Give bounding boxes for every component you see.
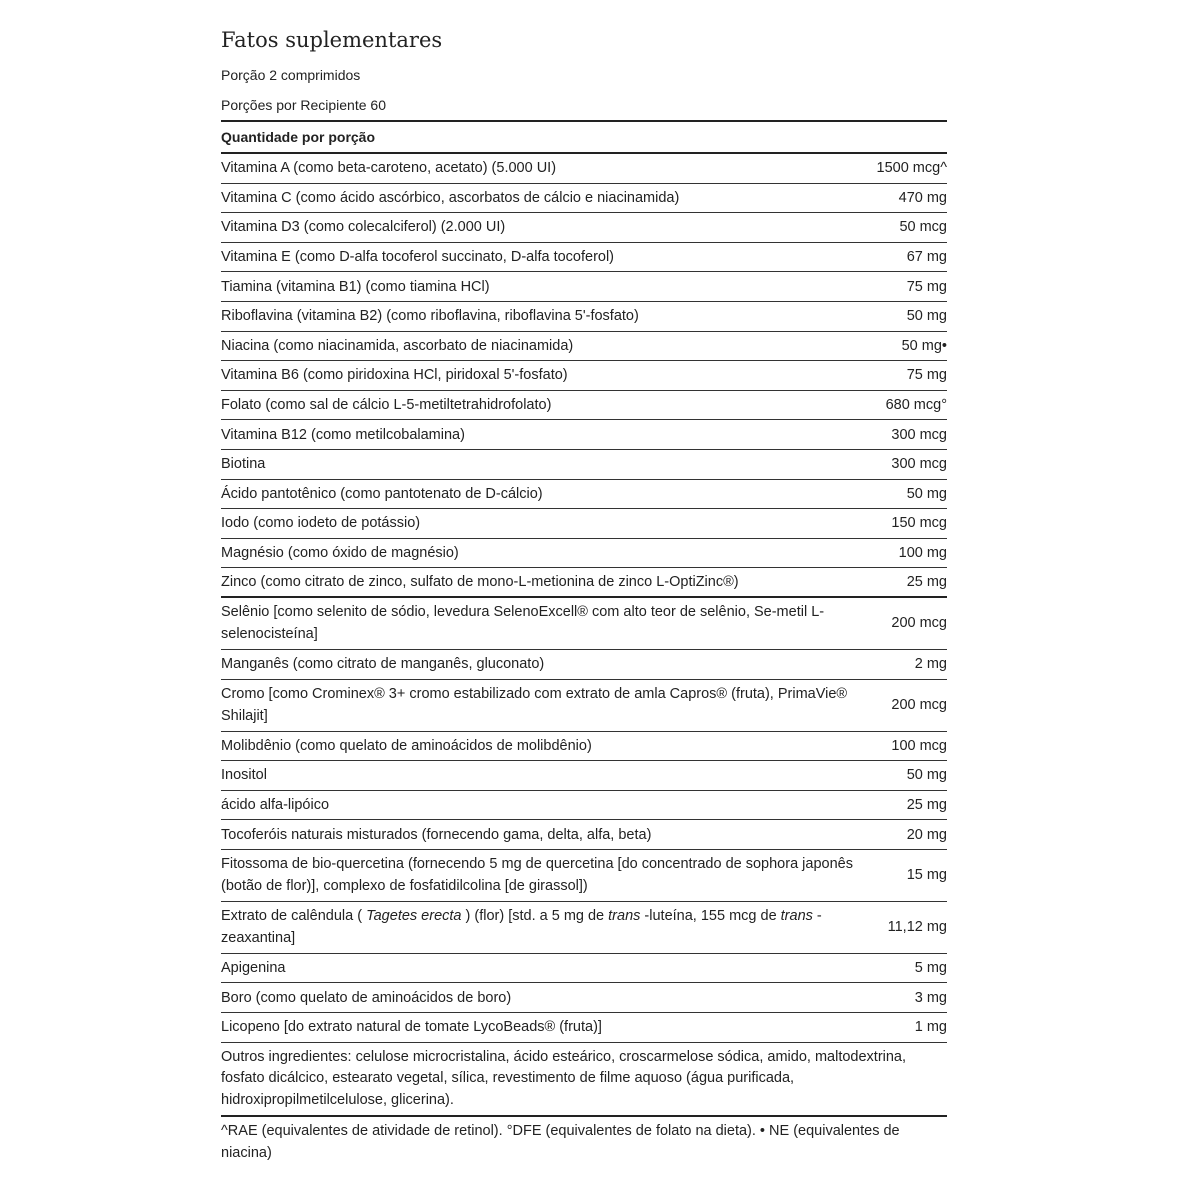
nutrient-amount: 300 mcg: [891, 456, 947, 473]
nutrient-row: [221, 509, 947, 539]
nutrient-row: [221, 902, 947, 954]
nutrient-row: [221, 184, 947, 214]
panel-title: Fatos suplementares: [221, 28, 443, 52]
servings-per-container: Porções por Recipiente 60: [221, 97, 386, 113]
nutrient-row: [221, 391, 947, 421]
nutrient-name: Riboflavina (vitamina B2) (como riboflavina, riboflavina 5'-fosfato): [221, 308, 639, 325]
nutrient-row: [221, 213, 947, 243]
nutrient-amount: 75 mg: [906, 367, 947, 384]
nutrient-name: Vitamina B12 (como metilcobalamina): [221, 426, 465, 443]
nutrient-name: Biotina: [221, 456, 266, 473]
nutrient-name: Vitamina D3 (como colecalciferol) (2.000 UI): [221, 219, 506, 236]
nutrient-name: [221, 905, 888, 949]
nutrient-amount: 5 mg: [914, 960, 947, 977]
serving-size: Porção 2 comprimidos: [221, 67, 361, 83]
nutrient-name: Licopeno [do extrato natural de tomate LycoBeads® (fruta)]: [221, 1019, 602, 1036]
nutrient-amount: 50 mcg: [899, 219, 947, 236]
nutrient-row: [221, 1013, 947, 1043]
nutrient-name-part: trans: [780, 908, 813, 925]
nutrient-amount: 11,12 mg: [887, 919, 947, 936]
nutrient-name: Selênio [como selenito de sódio, levedura SelenoExcell® com alto teor de selênio, Se-metil L-selenocisteína]: [221, 604, 825, 643]
nutrient-row: [221, 761, 947, 791]
nutrient-name-part: - zeaxantina]: [221, 908, 822, 947]
nutrient-row: [221, 243, 947, 273]
nutrient-row: [221, 650, 947, 680]
nutrient-amount: 470 mg: [898, 189, 947, 206]
nutrient-name: Folato (como sal de cálcio L-5-metiltetrahidrofolato): [221, 397, 552, 414]
nutrient-row: [221, 302, 947, 332]
nutrient-name-part: trans: [608, 908, 641, 925]
nutrient-name: Boro (como quelato de aminoácidos de boro): [221, 989, 512, 1006]
nutrient-amount: 100 mg: [898, 545, 947, 562]
nutrient-name: Niacina (como niacinamida, ascorbato de niacinamida): [221, 337, 574, 354]
nutrient-name: Iodo (como iodeto de potássio): [221, 515, 421, 532]
nutrient-name: Vitamina C (como ácido ascórbico, ascorbatos de cálcio e niacinamida): [221, 189, 680, 206]
nutrient-name: Inositol: [221, 767, 267, 784]
nutrient-amount: 50 mg: [906, 767, 947, 784]
nutrient-row: [221, 680, 947, 732]
nutrient-name-part: Tagetes erecta: [366, 908, 462, 925]
nutrient-amount: 100 mcg: [891, 737, 947, 754]
nutrient-amount: 1 mg: [914, 1019, 947, 1036]
nutrient-amount: 150 mcg: [891, 515, 947, 532]
nutrient-amount: 25 mg: [906, 796, 947, 813]
nutrient-amount: 680 mcg°: [885, 397, 947, 414]
nutrient-row: [221, 272, 947, 302]
nutrient-name: Vitamina E (como D-alfa tocoferol succinato, D-alfa tocoferol): [221, 249, 615, 266]
nutrient-row: [221, 820, 947, 850]
nutrient-amount: 67 mg: [906, 249, 947, 266]
nutrient-name: Zinco (como citrato de zinco, sulfato de mono-L-metionina de zinco L-OptiZinc®): [221, 574, 739, 591]
nutrient-row: [221, 539, 947, 569]
nutrient-amount: 50 mg: [906, 485, 947, 502]
nutrient-row: [221, 480, 947, 510]
footnote: ^RAE (equivalentes de atividade de retinol). °DFE (equivalentes de folato na dieta). • NE (equivalentes de niacina): [221, 1123, 900, 1161]
nutrient-amount: 200 mcg: [891, 615, 947, 632]
nutrient-amount: 50 mg•: [901, 337, 947, 354]
nutrient-name-part: ) (flor) [std. a 5 mg de: [461, 908, 609, 925]
nutrient-amount: 200 mcg: [891, 697, 947, 713]
nutrient-name: Apigenina: [221, 960, 286, 977]
nutrient-amount: 20 mg: [906, 826, 947, 843]
nutrient-row: [221, 732, 947, 762]
nutrient-amount: 75 mg: [906, 278, 947, 295]
nutrient-row: [221, 850, 947, 902]
nutrient-name-part: Extrato de calêndula (: [221, 908, 367, 925]
nutrient-name: ácido alfa-lipóico: [221, 796, 330, 813]
nutrient-name: Vitamina B6 (como piridoxina HCl, piridoxal 5'-fosfato): [221, 367, 568, 384]
nutrient-row: [221, 332, 947, 362]
nutrient-amount: 1500 mcg^: [876, 160, 947, 177]
nutrient-amount: 50 mg: [906, 308, 947, 325]
nutrient-amount: 2 mg: [914, 656, 947, 673]
nutrient-row: [221, 420, 947, 450]
nutrient-name: Vitamina A (como beta-caroteno, acetato) (5.000 UI): [221, 160, 557, 177]
nutrient-row: [221, 598, 947, 650]
nutrient-row: [221, 361, 947, 391]
nutrient-name: Manganês (como citrato de manganês, gluconato): [221, 656, 545, 673]
nutrient-row: [221, 154, 947, 184]
nutrient-name: Fitossoma de bio-quercetina (fornecendo 5 mg de quercetina [do concentrado de sophora japonês (botão de flor)], complexo de fosfatidilcolina [de girassol]): [221, 856, 853, 895]
nutrient-row: [221, 450, 947, 480]
other-ingredients: Outros ingredientes: celulose microcristalina, ácido esteárico, croscarmelose sódica, amido, maltodextrina, fosfato dicálcico, estearato vegetal, sílica, revestimento de filme aquoso (água purificada, hidroxipropilmetilcelulose, glicerina).: [221, 1043, 947, 1118]
nutrient-name: Magnésio (como óxido de magnésio): [221, 545, 459, 562]
nutrient-row: [221, 791, 947, 821]
nutrient-name: Tiamina (vitamina B1) (como tiamina HCl): [221, 278, 490, 295]
nutrient-name: Ácido pantotênico (como pantotenato de D-cálcio): [221, 485, 543, 502]
nutrient-amount: 15 mg: [906, 867, 947, 884]
nutrient-name-part: -luteína, 155 mcg de: [640, 908, 781, 925]
nutrient-amount: 300 mcg: [891, 426, 947, 443]
nutrient-row: [221, 983, 947, 1013]
nutrient-name: Molibdênio (como quelato de aminoácidos de molibdênio): [221, 737, 592, 754]
supplement-facts-panel: [221, 24, 947, 1168]
nutrient-name: Tocoferóis naturais misturados (fornecendo gama, delta, alfa, beta): [221, 826, 652, 843]
nutrient-row: [221, 568, 947, 598]
nutrient-table: [221, 154, 947, 1043]
nutrient-amount: 25 mg: [906, 574, 947, 591]
amount-per-serving-header: Quantidade por porção: [221, 120, 947, 154]
nutrient-amount: 3 mg: [914, 989, 947, 1006]
nutrient-name: Cromo [como Crominex® 3+ cromo estabilizado com extrato de amla Capros® (fruta), PrimaVie® Shilajit]: [221, 686, 848, 724]
nutrient-row: [221, 954, 947, 984]
